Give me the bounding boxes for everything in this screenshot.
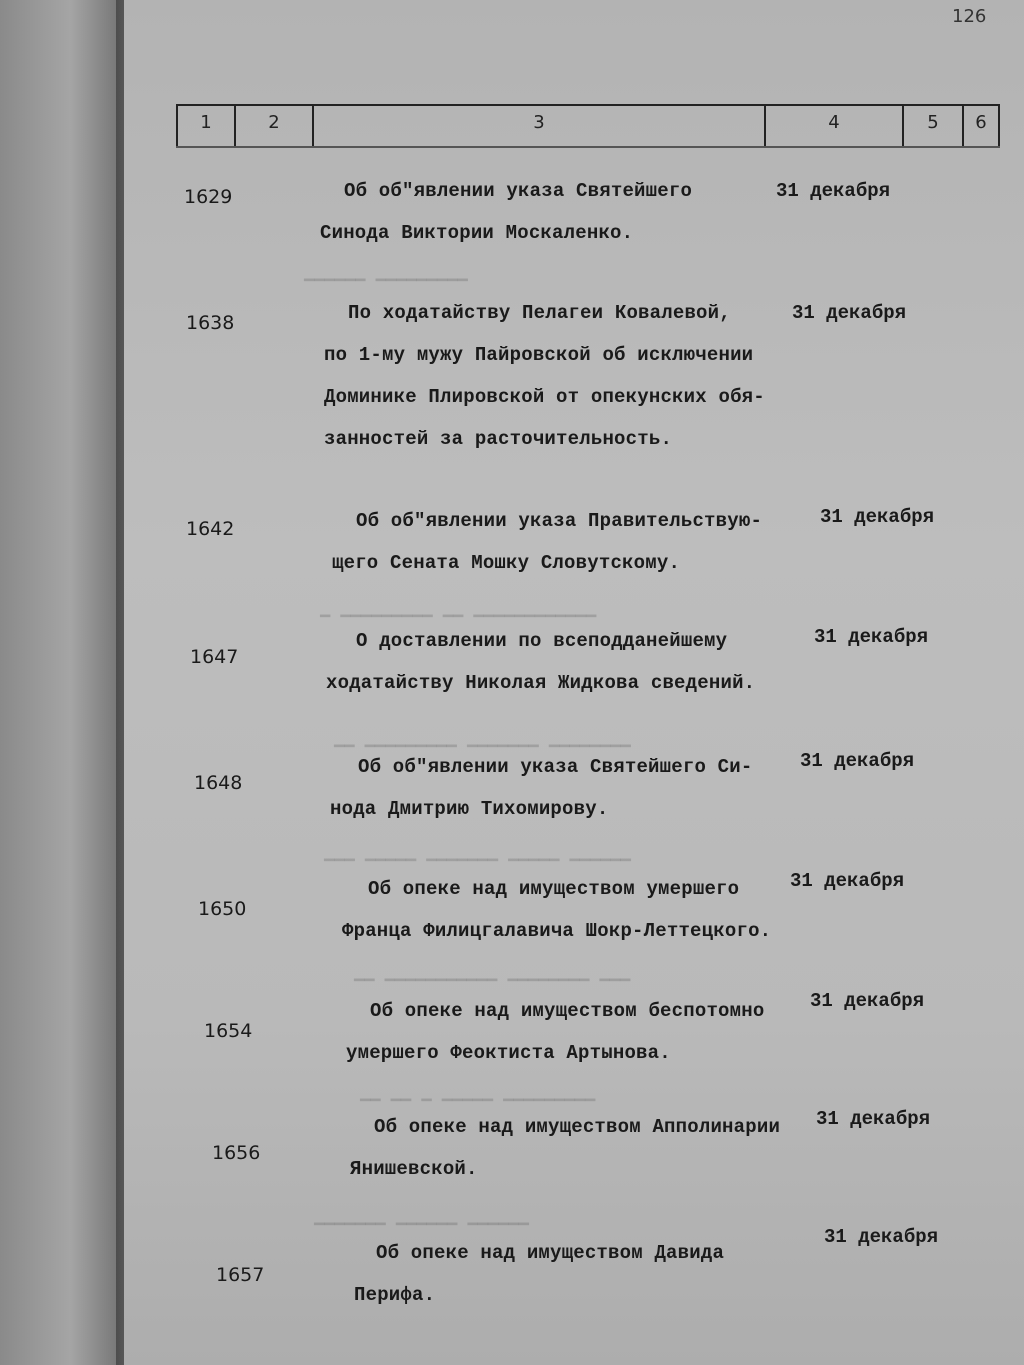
bleed-through-text: ▁▁▁▁▁▁ ▁▁▁▁▁▁▁▁▁ bbox=[304, 264, 468, 283]
entry-number: 1656 bbox=[212, 1142, 261, 1164]
entry-title-line: Об опеке над имуществом беспотомно bbox=[370, 1000, 765, 1022]
entry-date: 31 декабря bbox=[792, 302, 907, 324]
entry-number: 1642 bbox=[186, 518, 235, 540]
column-header-2: 2 bbox=[234, 106, 312, 146]
entry-date: 31 декабря bbox=[810, 990, 925, 1012]
entry-date: 31 декабря bbox=[816, 1108, 931, 1130]
entry-title-line: О доставлении по всеподданейшему bbox=[356, 630, 728, 652]
column-header-3: 3 bbox=[312, 106, 764, 146]
table-header bbox=[176, 104, 1000, 148]
bleed-through-text: ▁▁▁ ▁▁▁▁▁ ▁▁▁▁▁▁▁ ▁▁▁▁▁ ▁▁▁▁▁▁ bbox=[324, 844, 631, 863]
column-header-1: 1 bbox=[176, 106, 234, 146]
entry-date: 31 декабря bbox=[776, 180, 891, 202]
entry-title-line: щего Сената Мошку Словутскому. bbox=[332, 552, 681, 574]
entry-title-line: Перифа. bbox=[354, 1284, 436, 1306]
entry-title-line: Об опеке над имуществом умершего bbox=[368, 878, 740, 900]
entry-title-line: Синода Виктории Москаленко. bbox=[320, 222, 634, 244]
entry-title-line: занностей за расточительность. bbox=[324, 428, 673, 450]
entry-number: 1657 bbox=[216, 1264, 265, 1286]
entry-title bbox=[354, 1232, 724, 1316]
entry-number: 1654 bbox=[204, 1020, 253, 1042]
bleed-through-text: ▁▁ ▁▁▁▁▁▁▁▁▁ ▁▁▁▁▁▁▁ ▁▁▁▁▁▁▁▁ bbox=[334, 730, 631, 749]
column-header-5: 5 bbox=[902, 106, 962, 146]
entry-date: 31 декабря bbox=[800, 750, 915, 772]
entry-title bbox=[320, 170, 692, 254]
entry-title bbox=[350, 1106, 780, 1190]
entry-title-line: ходатайству Николая Жидкова сведений. bbox=[326, 672, 756, 694]
bleed-through-text: ▁▁▁▁▁▁▁ ▁▁▁▁▁▁ ▁▁▁▁▁▁ bbox=[314, 1208, 529, 1227]
column-header-4: 4 bbox=[764, 106, 902, 146]
entry-date: 31 декабря bbox=[814, 626, 929, 648]
entry-title bbox=[330, 746, 752, 830]
entry-title bbox=[324, 292, 765, 460]
entry-date: 31 декабря bbox=[820, 506, 935, 528]
entry-title-line: Об опеке над имуществом Давида bbox=[376, 1242, 725, 1264]
entry-title-line: Об об"явлении указа Правительствую- bbox=[356, 510, 763, 532]
entry-number: 1647 bbox=[190, 646, 239, 668]
entry-title-line: по 1-му мужу Пайровской об исключении bbox=[324, 344, 754, 366]
entry-title-line: По ходатайству Пелагеи Ковалевой, bbox=[348, 302, 731, 324]
bleed-through-text: ▁▁ ▁▁ ▁ ▁▁▁▁▁ ▁▁▁▁▁▁▁▁▁ bbox=[360, 1084, 596, 1103]
entry-number: 1650 bbox=[198, 898, 247, 920]
document-page bbox=[124, 0, 1024, 1365]
entry-title-line: Об опеке над имуществом Апполинарии bbox=[374, 1116, 781, 1138]
entry-title bbox=[346, 990, 764, 1074]
entry-title bbox=[326, 620, 755, 704]
entry-number: 1648 bbox=[194, 772, 243, 794]
entry-date: 31 декабря bbox=[790, 870, 905, 892]
entry-date: 31 декабря bbox=[824, 1226, 939, 1248]
entry-title-line: умершего Феоктиста Артынова. bbox=[346, 1042, 671, 1064]
entry-title-line: Доминике Плировской от опекунских обя- bbox=[324, 386, 765, 408]
facing-page-edge bbox=[0, 0, 128, 1365]
column-header-6: 6 bbox=[962, 106, 1000, 146]
page-number: 126 bbox=[952, 6, 987, 27]
entry-title-line: Франца Филицгалавича Шокр-Леттецкого. bbox=[342, 920, 772, 942]
bleed-through-text: ▁▁ ▁▁▁▁▁▁▁▁▁▁▁ ▁▁▁▁▁▁▁▁ ▁▁▁ bbox=[354, 964, 631, 983]
entry-title-line: нода Дмитрию Тихомирову. bbox=[330, 798, 609, 820]
entry-title-line: Об об"явлении указа Святейшего Си- bbox=[358, 756, 753, 778]
entry-title bbox=[342, 868, 771, 952]
entry-title-line: Об об"явлении указа Святейшего bbox=[344, 180, 693, 202]
entry-title-line: Янишевской. bbox=[350, 1158, 478, 1180]
entry-number: 1629 bbox=[184, 186, 233, 208]
bleed-through-text: ▁ ▁▁▁▁▁▁▁▁▁ ▁▁ ▁▁▁▁▁▁▁▁▁▁▁▁ bbox=[320, 600, 597, 619]
entry-number: 1638 bbox=[186, 312, 235, 334]
entry-title bbox=[332, 500, 762, 584]
